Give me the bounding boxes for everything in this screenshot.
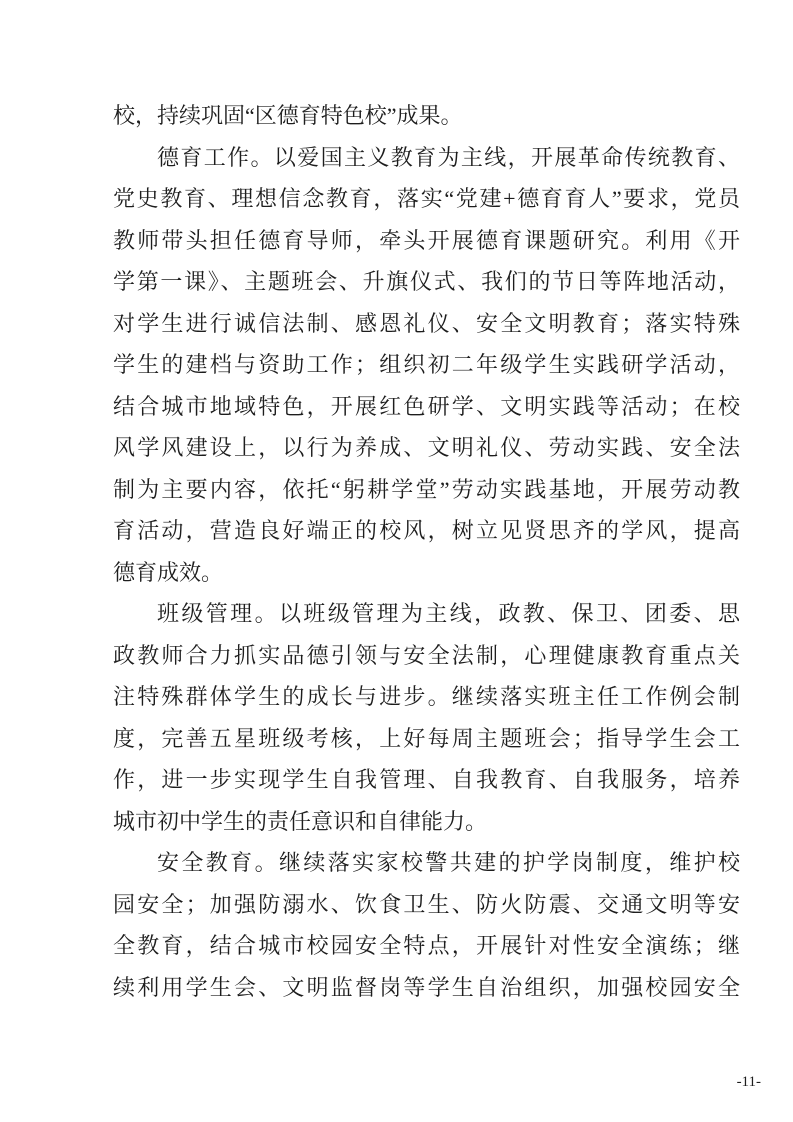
text-line: 注特殊群体学生的成长与进步。继续落实班主任工作例会制 [113, 684, 740, 709]
text-line: 制为主要内容，依托“躬耕学堂”劳动实践基地，开展劳动教 [113, 476, 740, 502]
page-number: -11- [736, 1074, 761, 1090]
text-line: 续利用学生会、文明监督岗等学生自治组织，加强校园安全 [113, 974, 740, 1000]
text-line: 德育工作。以爱国主义教育为主线，开展革命传统教育、 [157, 144, 740, 170]
text-line: 园安全；加强防溺水、饮食卫生、防火防震、交通文明等安 [113, 891, 740, 917]
text-column [113, 95, 740, 1008]
text-line: 班级管理。以班级管理为主线，政教、保卫、团委、思 [157, 601, 740, 626]
text-line: 政教师合力抓实品德引领与安全法制，心理健康教育重点关 [113, 642, 740, 668]
text-line: 城市初中学生的责任意识和自律能力。 [113, 808, 488, 834]
text-line: 党史教育、理想信念教育，落实“党建+德育育人”要求，党员 [113, 186, 740, 211]
text-line: 度，完善五星班级考核，上好每周主题班会；指导学生会工 [113, 725, 740, 751]
text-line: 风学风建设上，以行为养成、文明礼仪、劳动实践、安全法 [113, 435, 740, 460]
text-line: 校，持续巩固“区德育特色校”成果。 [113, 103, 463, 128]
text-line: 对学生进行诚信法制、感恩礼仪、安全文明教育；落实特殊 [113, 310, 740, 336]
text-line: 德育成效。 [113, 559, 224, 585]
text-line: 作，进一步实现学生自我管理、自我教育、自我服务，培养 [113, 767, 740, 792]
text-line: 结合城市地域特色，开展红色研学、文明实践等活动；在校 [113, 393, 740, 419]
text-line: 育活动，营造良好端正的校风，树立见贤思齐的学风，提高 [113, 518, 740, 543]
text-line: 安全教育。继续落实家校警共建的护学岗制度，维护校 [157, 850, 740, 875]
text-line: 学第一课》、主题班会、升旗仪式、我们的节日等阵地活动， [113, 269, 740, 294]
text-line: 学生的建档与资助工作；组织初二年级学生实践研学活动， [113, 352, 740, 377]
text-line: 教师带头担任德育导师，牵头开展德育课题研究。利用《开 [113, 227, 740, 253]
text-line: 全教育，结合城市校园安全特点，开展针对性安全演练；继 [113, 933, 740, 958]
